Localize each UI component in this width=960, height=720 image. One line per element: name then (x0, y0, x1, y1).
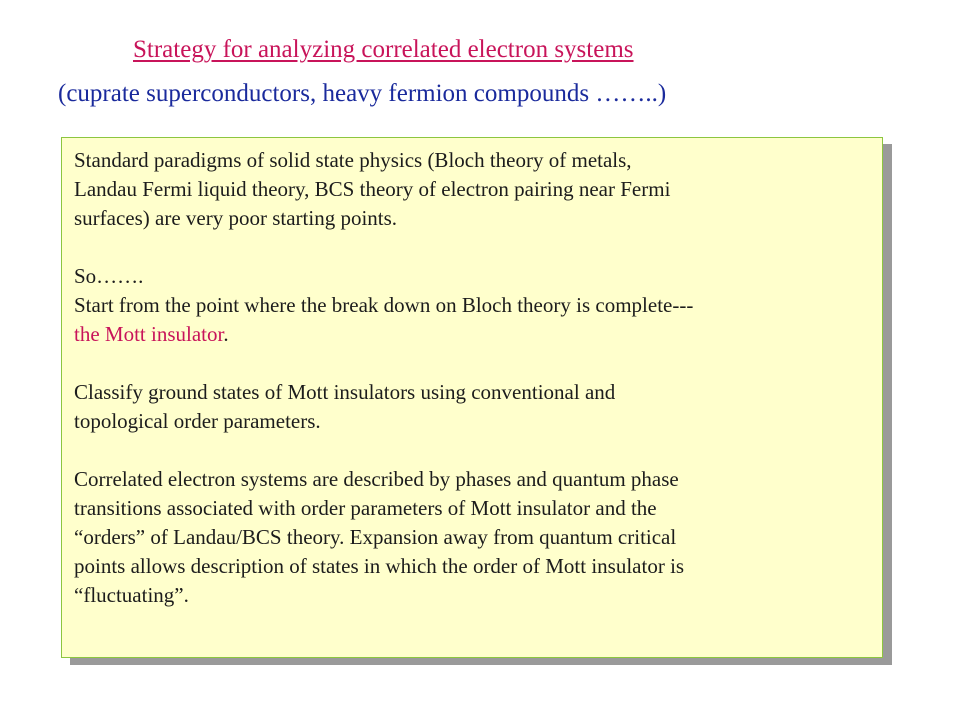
text-line: points allows description of states in which the order of Mott insulator is (74, 554, 685, 578)
text-line: surfaces) are very poor starting points. (74, 206, 398, 230)
text-line: “fluctuating”. (74, 583, 189, 607)
text-box (61, 137, 883, 658)
paragraph-classify (74, 378, 872, 436)
text-line: Correlated electron systems are described by phases and quantum phase (74, 467, 679, 491)
slide-subtitle: (cuprate superconductors, heavy fermion compounds ……..) (58, 80, 667, 107)
text-line: transitions associated with order parameters of Mott insulator and the (74, 496, 657, 520)
text-line (74, 320, 872, 349)
text-line: Landau Fermi liquid theory, BCS theory of electron pairing near Fermi (74, 177, 671, 201)
slide-title: Strategy for analyzing correlated electron systems (133, 36, 634, 63)
mott-insulator-highlight: the Mott insulator (74, 322, 224, 346)
text-line: So……. (74, 264, 144, 288)
paragraph-correlated (74, 465, 872, 610)
text-line: “orders” of Landau/BCS theory. Expansion away from quantum critical (74, 525, 677, 549)
sentence-end: . (223, 322, 229, 346)
paragraph-paradigms (74, 146, 872, 233)
paragraph-start-point (74, 262, 872, 349)
text-line: Standard paradigms of solid state physics (Bloch theory of metals, (74, 148, 632, 172)
text-line: Classify ground states of Mott insulators using conventional and (74, 380, 616, 404)
text-line: topological order parameters. (74, 409, 321, 433)
text-line: Start from the point where the break down on Bloch theory is complete--- (74, 293, 694, 317)
